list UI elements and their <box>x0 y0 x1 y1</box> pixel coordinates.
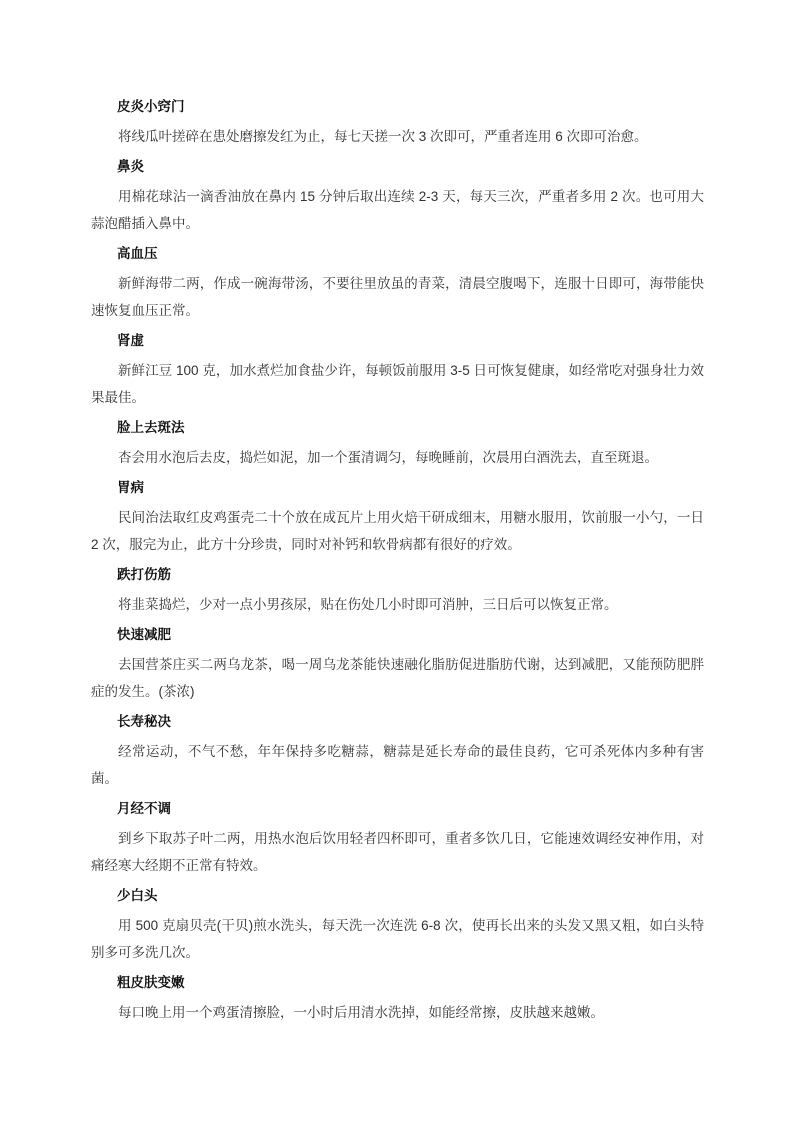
section-text: 新鲜海带二两，作成一碗海带汤，不要往里放虽的青菜，清晨空腹喝下，连服十日即可，海带能快速恢复血压正常。 <box>91 276 704 318</box>
section-text: 经常运动，不气不愁，年年保持多吃糖蒜，糖蒜是延长寿命的最佳良药，它可杀死体内多种有害菌。 <box>91 744 704 786</box>
section-heading: 鼻炎 <box>117 159 144 174</box>
section-heading: 少白头 <box>117 888 158 903</box>
section-text: 新鲜江豆 100 克，加水煮烂加食盐少许，每顿饭前服用 3-5 日可恢复健康，如经常吃对强身壮力效果最佳。 <box>91 363 704 405</box>
section-text: 民间治法取红皮鸡蛋壳二十个放在成瓦片上用火焙干研成细末，用糖水服用，饮前服一小勺，一日 2 次，服完为止，此方十分珍贵，同时对补钙和软骨病都有很好的疗效。 <box>91 510 704 552</box>
section-text: 用 500 克扇贝壳(干贝)煎水洗头，每天洗一次连洗 6-8 次，使再长出来的头发又黑又粗，如白头特别多可多洗几次。 <box>91 918 704 960</box>
section-text: 每口晚上用一个鸡蛋清擦脸，一小时后用清水洗掉，如能经常擦，皮肤越来越嫩。 <box>118 1005 604 1020</box>
section-text: 用棉花球沾一滴香油放在鼻内 15 分钟后取出连续 2-3 天，每天三次，严重者多用 2 次。也可用大蒜泡醋插入鼻中。 <box>91 189 704 231</box>
section-text: 将线瓜叶搓碎在患处磨擦发红为止，每七天搓一次 3 次即可，严重者连用 6 次即可治愈。 <box>118 129 648 144</box>
section-heading: 跌打伤筋 <box>117 567 171 582</box>
section-heading: 肾虚 <box>117 333 144 348</box>
section-heading: 长寿秘决 <box>117 714 171 729</box>
section-text: 到乡下取苏子叶二两，用热水泡后饮用轻者四杯即可，重者多饮几日，它能速效调经安神作用，对痛经寒大经期不正常有特效。 <box>91 831 704 873</box>
section-heading: 快速减肥 <box>117 627 171 642</box>
section-heading: 月经不调 <box>117 801 171 816</box>
section-text: 去国营茶庄买二两乌龙茶，喝一周乌龙茶能快速融化脂肪促进脂肪代谢，达到减肥，又能预防肥胖症的发生。(茶浓) <box>91 657 704 699</box>
section-text: 杏会用水泡后去皮，捣烂如泥，加一个蛋清调匀，每晚睡前，次晨用白酒洗去，直至斑退。 <box>118 450 658 465</box>
section-heading: 脸上去斑法 <box>117 420 185 435</box>
section-heading: 粗皮肤变嫩 <box>117 975 185 990</box>
section-heading: 高血压 <box>117 246 158 261</box>
section-heading: 胃病 <box>117 480 144 495</box>
section-heading: 皮炎小窍门 <box>117 99 185 114</box>
section-text: 将韭菜捣烂，少对一点小男孩尿，贴在伤处几小时即可消肿，三日后可以恢复正常。 <box>118 597 618 612</box>
document-body <box>91 93 704 1029</box>
